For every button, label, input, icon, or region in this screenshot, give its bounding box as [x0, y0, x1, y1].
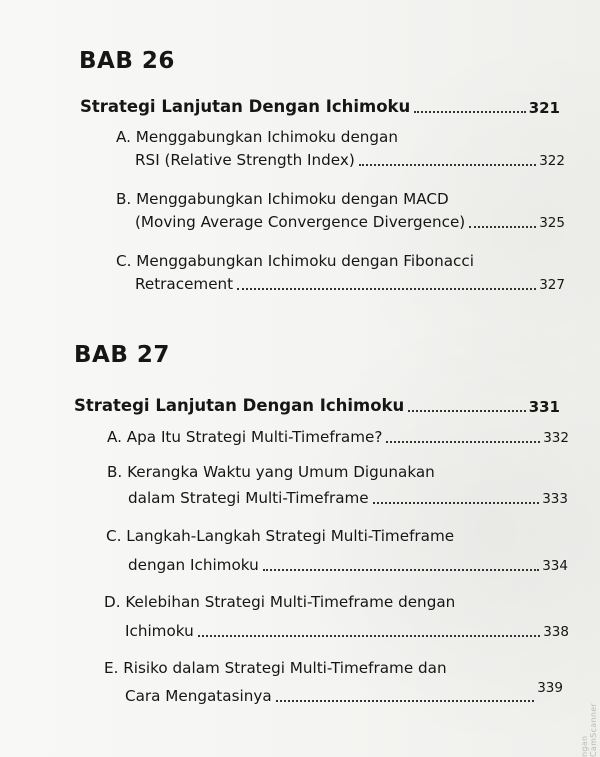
toc-entry-27d-line-1: D. Kelebihan Strategi Multi-Timeframe dengan [104, 593, 456, 611]
toc-entry-26a [135, 148, 565, 172]
page-number: 327 [539, 277, 565, 293]
toc-entry-26b [135, 210, 565, 234]
page-number: 332 [543, 430, 569, 446]
toc-entry-27d [125, 619, 569, 643]
dot-leader [237, 288, 536, 290]
dot-leader [198, 635, 541, 637]
entry-text: Cara Mengatasinya [125, 687, 272, 705]
page-number: 333 [542, 491, 568, 507]
dot-leader [386, 441, 540, 443]
page-number: 331 [528, 398, 560, 416]
chapter-title-bab-27: BAB 27 [74, 342, 170, 368]
toc-entry-26c [135, 272, 565, 296]
entry-text: dalam Strategi Multi-Timeframe [128, 489, 369, 507]
page-number: 322 [539, 153, 565, 169]
entry-text: (Moving Average Convergence Divergence) [135, 213, 466, 231]
entry-text: Retracement [135, 275, 234, 293]
dot-leader [373, 502, 540, 504]
page-number: 325 [539, 215, 565, 231]
toc-entry-26a-line-1: A. Menggabungkan Ichimoku dengan [116, 128, 398, 146]
scanner-watermark: ngan CamScanner [580, 702, 598, 757]
toc-entry-27e-line-1: E. Risiko dalam Strategi Multi-Timeframe dan [104, 659, 447, 677]
page-number: 334 [542, 558, 568, 574]
toc-entry-27c [128, 553, 568, 577]
page-number: 338 [543, 624, 569, 640]
entry-text: dengan Ichimoku [128, 556, 259, 574]
entry-title: Strategi Lanjutan Dengan Ichimoku [74, 396, 405, 415]
toc-entry-bab-26-main [80, 95, 560, 119]
page-number: 339 [537, 680, 563, 696]
dot-leader [414, 111, 525, 113]
toc-entry-27a [107, 425, 569, 449]
entry-text: Ichimoku [125, 622, 194, 640]
toc-entry-26c-line-1: C. Menggabungkan Ichimoku dengan Fibonacci [116, 252, 474, 270]
dot-leader [469, 226, 536, 228]
toc-entry-bab-27-main [74, 394, 560, 418]
entry-text: RSI (Relative Strength Index) [135, 151, 355, 169]
dot-leader [263, 569, 539, 571]
toc-entry-27b-line-1: B. Kerangka Waktu yang Umum Digunakan [107, 463, 435, 481]
chapter-title-bab-26: BAB 26 [79, 48, 175, 74]
dot-leader [408, 410, 525, 412]
dot-leader [276, 700, 535, 702]
toc-entry-27c-line-1: C. Langkah-Langkah Strategi Multi-Timeframe [106, 527, 455, 545]
toc-entry-27b [128, 486, 568, 510]
dot-leader [359, 164, 536, 166]
page-number: 321 [528, 99, 560, 117]
toc-entry-27e [125, 680, 563, 708]
entry-title: Strategi Lanjutan Dengan Ichimoku [80, 97, 411, 116]
entry-text: A. Apa Itu Strategi Multi-Timeframe? [107, 428, 383, 446]
toc-entry-26b-line-1: B. Menggabungkan Ichimoku dengan MACD [116, 190, 449, 208]
